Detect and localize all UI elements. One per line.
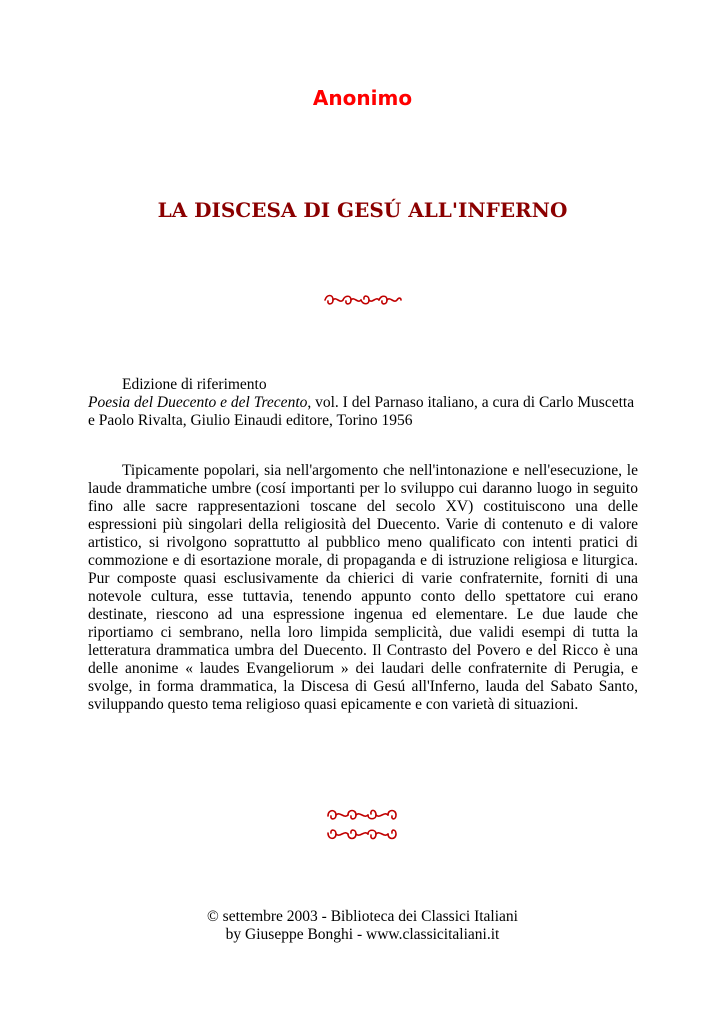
edition-details: , vol. I del Parnaso italiano, a cura di Carlo Muscetta e Paolo Rivalta, Giulio Einaudi editore, Torino 1956 (88, 394, 635, 429)
edition-citation (88, 394, 638, 430)
double-floral-divider-icon (0, 806, 725, 846)
page-footer (0, 908, 725, 944)
edition-reference (88, 376, 638, 430)
work-title: LA DISCESA DI GESÚ ALL'INFERNO (157, 198, 568, 222)
floral-divider-icon (0, 292, 725, 312)
edition-work-title: Poesia del Duecento e del Trecento (88, 394, 308, 411)
copyright-line: © settembre 2003 - Biblioteca dei Classici Italiani (207, 908, 518, 925)
edition-heading: Edizione di riferimento (122, 376, 267, 393)
author-name: Anonimo (312, 86, 413, 110)
intro-paragraph: Tipicamente popolari, sia nell'argomento che nell'intonazione e nell'esecuzione, le laude drammatiche umbre (cosí importanti per lo sviluppo cui daranno luogo in seguito fino alle sacre rappresentazioni toscane del secolo XV) costituiscono una delle espressioni più singolari della religiosità del Duecento. Varie di contenuto e di valore artistico, si rivolgono soprattutto al pubblico meno qualificato con intenti pratici di commozione e di esortazione morale, di propaganda e di istruzione religiosa e liturgica. Pur composte quasi esclusivamente da chierici di varie confraternite, forniti di una notevole cultura, esse tuttavia, tenendo appunto conto dello spettatore cui erano destinate, riescono ad una espressione ingenua ed elementare. Le due laude che riportiamo ci sembrano, nella loro limpida semplicità, due validi esempi di tutta la letteratura drammatica umbra del Duecento. Il Contrasto del Povero e del Ricco è una delle anonime « laudes Evangeliorum » dei laudari delle confraternite di Perugia, e svolge, in forma drammatica, la Discesa di Gesú all'Inferno, lauda del Sabato Santo, sviluppando questo tema religioso quasi epicamente e con varietà di situazioni. (88, 462, 638, 713)
author-credit-line: by Giuseppe Bonghi - www.classicitaliani.it (225, 926, 500, 943)
